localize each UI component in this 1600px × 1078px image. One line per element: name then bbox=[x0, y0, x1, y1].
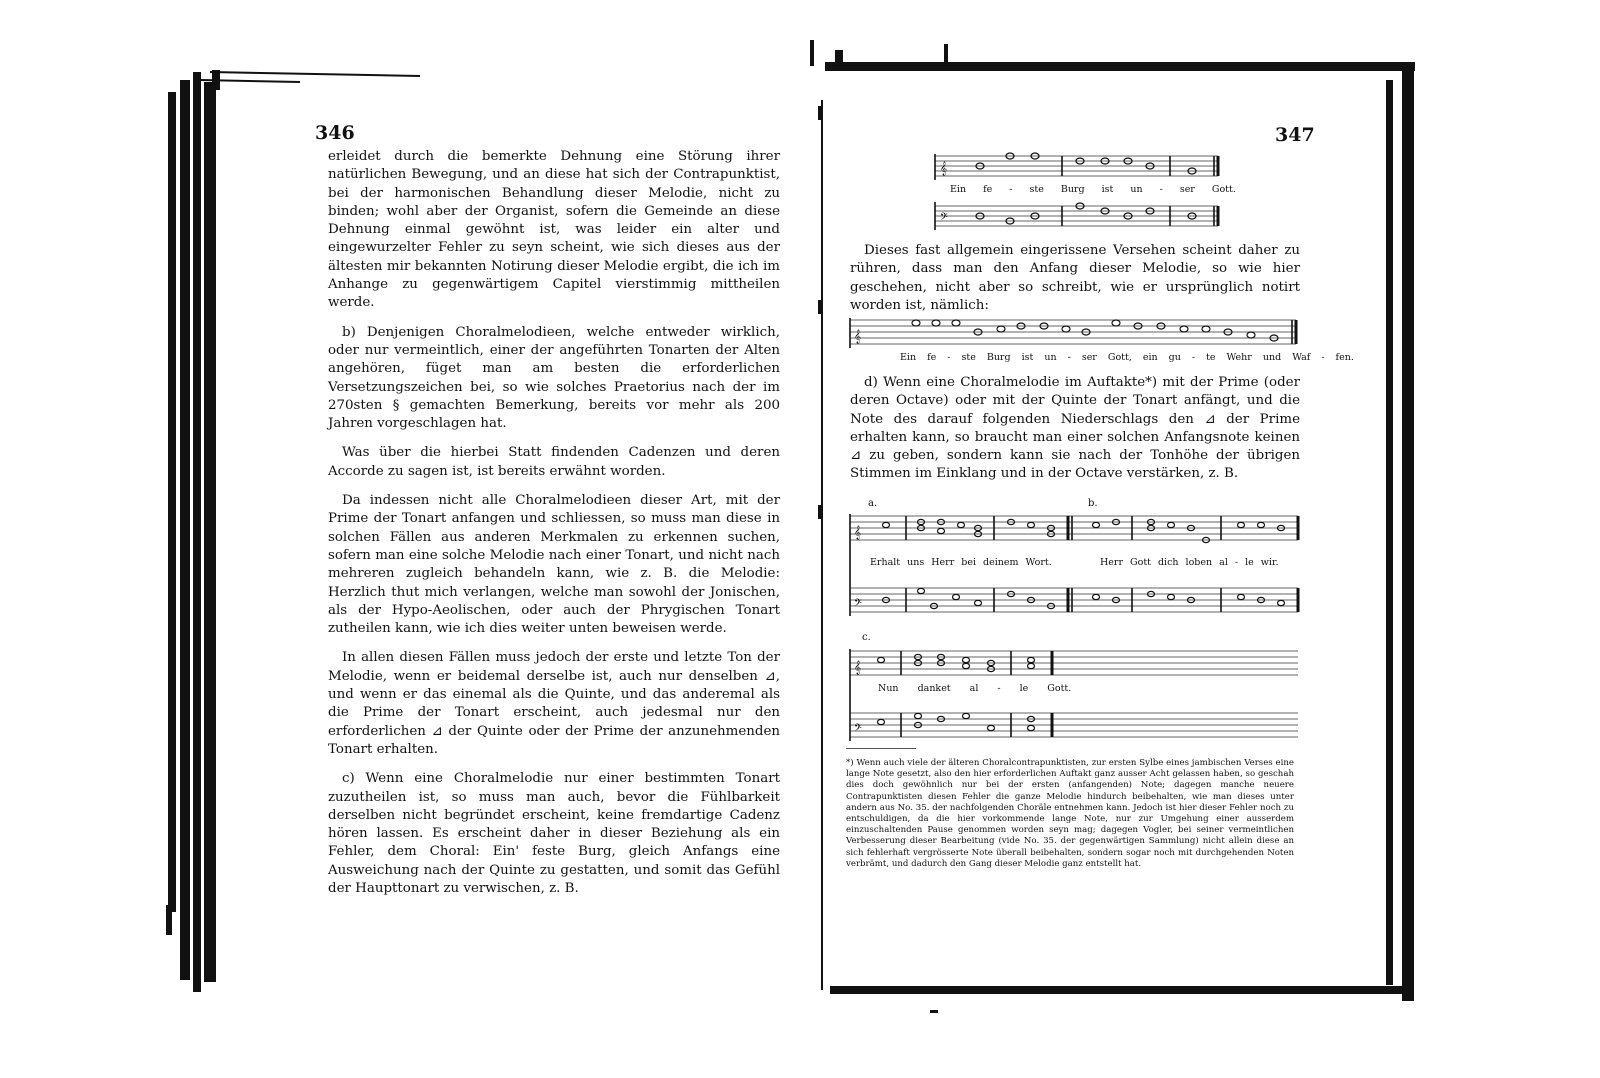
svg-text:𝄞: 𝄞 bbox=[854, 525, 862, 539]
footnote: *) Wenn auch viele der älteren Choralcontrapunktisten, zur ersten Sylbe eines jambischen Verses eine lange Note gesetzt, also den hier erforderlichen Auftakt ganz ausser Acht gelassen haben, so geschah dies doch gewöhnlich nur bei der ersten (anfangenden) Note; dagegen manche neuere Contrapunktisten diesen Fehler die ganze Melodie hindurch beibehalten, wie man dieses unter andern aus No. 35. der nachfolgenden Choräle entnehmen kann. Jedoch ist hier dieser Fehler noch zu entschuldigen, da die hier vorkommende lange Note, nur zur Umgehung einer ausserdem einzuschaltenden Pause genommen worden seyn mag; dagegen Vogler, bei seiner vermeintlichen Verbesserung dieser Bearbeitung (vide No. 35. der gegenwärtigen Sammlung) nicht allein diese an sich fehlerhaft vergrösserte Note überall beibehalten, sondern sogar noch mit durchgehenden Noten verbrämt, und dadurch den Gang dieser Melodie ganz entstellt hat. bbox=[846, 758, 1294, 869]
paragraph: In allen diesen Fällen muss jedoch der erste und letzte Ton der Melodie, wenn er beidemal derselbe ist, auch nur denselben ⊿, und wenn er das einemal als die Quinte, und das anderemal als die Prime der Tonart erscheint, auch jedesmal nur den erforderlichen ⊿ der Quinte oder der Prime der anzunehmenden Tonart erhalten. bbox=[328, 650, 780, 757]
page-number-left: 346 bbox=[315, 122, 355, 144]
left-page-text bbox=[328, 148, 780, 909]
paragraph: Da indessen nicht alle Choralmelodieen dieser Art, mit der Prime der Tonart anfangen und schliessen, so muss man diese in solchen Fällen aus anderen Merkmalen zu erkennen suchen, sofern man eine solche Melodie nach einer Tonart, und nicht nach mehreren zugleich behandeln kann, wie z. B. die Melodie: Herzlich thut mich verlangen, welche man sowohl der Jonischen, als der Hypo-Aeolischen, oder auch der Phrygischen Tonart zutheilen kann, wie ich dies weiter unten beweisen werde. bbox=[328, 493, 780, 637]
example-4-lyrics: Nun danket al - le Gott. bbox=[878, 683, 1072, 694]
example-1-lyrics: Ein fe - ste Burg ist un - ser Gott. bbox=[950, 184, 1236, 195]
music-example-1 bbox=[930, 150, 1230, 240]
example-3b-lyrics: Herr Gott dich loben al - le wir. bbox=[1100, 557, 1279, 568]
music-example-4 bbox=[846, 645, 1302, 745]
paragraph: erleidet durch die bemerkte Dehnung eine Störung ihrer natürlichen Bewegung, und an diese hat sich der Contrapunktist, bei der harmonischen Behandlung dieser Melodie, nicht zu binden; wohl aber der Organist, sofern die Gemeinde an diese Dehnung einmal gewöhnt ist, was leider ein alter und eingewurzelter Fehler zu seyn scheint, wie sich dieses aus der ältesten mir bekannten Notirung dieser Melodie ergibt, die ich im Anhange zu gegenwärtigem Capitel vierstimmig mittheilen werde. bbox=[328, 149, 780, 311]
example-label-b: b. bbox=[1088, 498, 1098, 509]
svg-text:𝄢: 𝄢 bbox=[854, 722, 862, 736]
example-label-a: a. bbox=[868, 498, 878, 509]
music-example-2 bbox=[846, 312, 1302, 354]
example-2-lyrics: Ein fe - ste Burg ist un - ser Gott, ein gu - te Wehr und Waf - fen. bbox=[900, 352, 1354, 363]
paragraph: Was über die hierbei Statt findenden Cadenzen und deren Accorde zu sagen ist, ist bereits erwähnt worden. bbox=[328, 445, 780, 479]
right-paragraph-2: d) Wenn eine Choralmelodie im Auftakte*) mit der Prime (oder deren Octave) oder mit der Quinte der Tonart anfängt, und die Note des darauf folgenden Niederschlags den ⊿ der Prime erhalten kann, so braucht man einer solchen Anfangsnote keinen ⊿ zu geben, sondern kann sie nach der Tonhöhe der übrigen Stimmen im Einklang und in der Octave verstärken, z. B. bbox=[850, 375, 1300, 482]
svg-text:𝄞: 𝄞 bbox=[854, 660, 862, 674]
svg-text:𝄢: 𝄢 bbox=[854, 597, 862, 611]
right-paragraph-1: Dieses fast allgemein eingerissene Versehen scheint daher zu rühren, dass man den Anfang dieser Melodie, so wie hier geschehen, nicht aber so schreibt, wie er ursprünglich notirt worden ist, nämlich: bbox=[850, 243, 1300, 313]
example-label-c: c. bbox=[862, 632, 871, 643]
svg-text:𝄞: 𝄞 bbox=[854, 329, 862, 343]
footnote-rule bbox=[846, 748, 916, 749]
svg-text:𝄞: 𝄞 bbox=[940, 161, 948, 175]
paragraph: b) Denjenigen Choralmelodieen, welche entweder wirklich, oder nur vermeintlich, einer der angeführten Tonarten der Alten angehören, füget man am besten die erforderlichen Versetzungszeichen bei, so wie solches Praetorius nach der im 270sten § gemachten Bemerkung, bereits vor mehr als 200 Jahren vorgeschlagen hat. bbox=[328, 324, 780, 432]
example-3a-lyrics: Erhalt uns Herr bei deinem Wort. bbox=[870, 557, 1052, 568]
svg-text:𝄢: 𝄢 bbox=[940, 211, 948, 225]
paragraph: c) Wenn eine Choralmelodie nur einer bestimmten Tonart zuzutheilen ist, so muss man auch, bevor die Fühlbarkeit derselben nicht begründet erscheint, keine fremdartige Cadenz hören lassen. Es erscheint daher in dieser Beziehung als ein Fehler, dem Choral: Ein' feste Burg, gleich Anfangs eine Ausweichung nach der Quinte zu gestatten, und somit das Gefühl der Haupttonart zu verwischen, z. B. bbox=[328, 771, 780, 896]
page-number-right: 347 bbox=[1275, 124, 1315, 146]
